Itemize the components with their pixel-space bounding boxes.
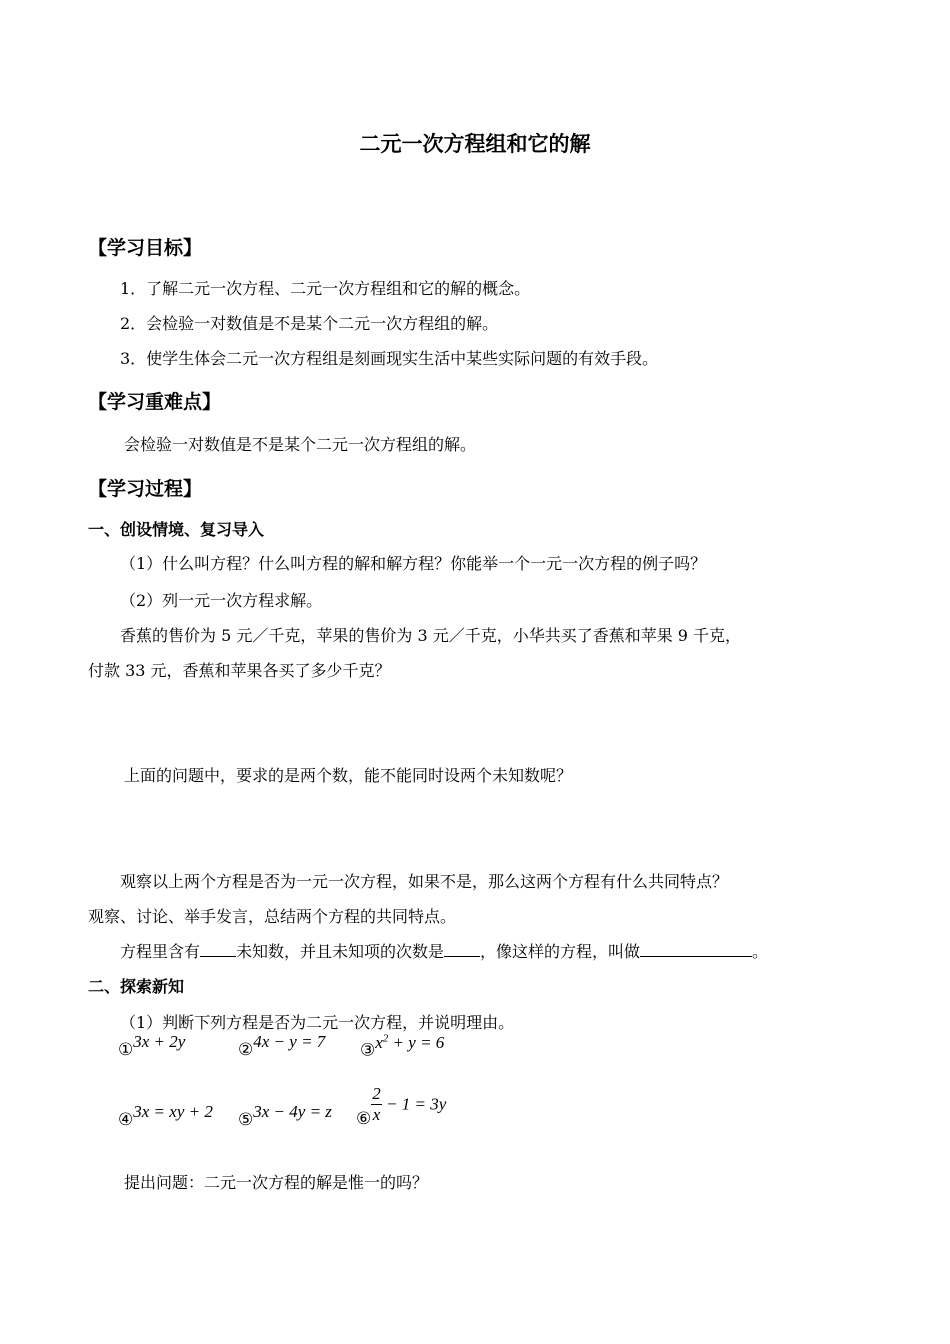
- uniqueness-question: 提出问题：二元一次方程的解是惟一的吗？: [124, 1173, 429, 1192]
- equation-mark: ④: [118, 1110, 134, 1130]
- blank-degree: [444, 940, 480, 957]
- equation-expression: 3x = xy + 2: [133, 1102, 213, 1121]
- section1-heading: 一、创设情境、复习导入: [88, 520, 265, 539]
- equation-5: [238, 1102, 332, 1130]
- equation-mark: ③: [360, 1040, 376, 1061]
- fill-in-sentence: [120, 939, 768, 962]
- equation-expression: 4x − y = 7: [253, 1032, 326, 1051]
- keypoints-text: 会检验一对数值是不是某个二元一次方程组的解。: [124, 435, 477, 454]
- equation-mark: ②: [238, 1040, 254, 1060]
- process-heading: 【学习过程】: [88, 478, 203, 500]
- fill-text-3: ，像这样的方程，叫做: [480, 942, 641, 961]
- keypoints-heading: 【学习重难点】: [88, 391, 222, 413]
- equation-mark: ⑥: [356, 1108, 372, 1129]
- fraction-numerator: 2: [372, 1084, 381, 1103]
- section1-question1: （1）什么叫方程？什么叫方程的解和解方程？你能举一个一元一次方程的例子吗？: [120, 554, 707, 573]
- objectives-heading: 【学习目标】: [88, 237, 203, 259]
- fraction-denominator: x: [372, 1105, 381, 1124]
- equation-mark: ①: [118, 1040, 134, 1060]
- problem-line-2: 付款 33 元，香蕉和苹果各买了多少千克？: [88, 661, 391, 680]
- page-title: 二元一次方程组和它的解: [359, 132, 591, 156]
- equation-4: [118, 1102, 213, 1130]
- section2-heading: 二、探索新知: [88, 977, 185, 996]
- equation-6: [356, 1084, 447, 1129]
- equation-3: [360, 1032, 445, 1061]
- observe-line-1: 观察以上两个方程是否为一元一次方程，如果不是，那么这两个方程有什么共同特点？: [120, 872, 729, 891]
- blank-unknown-count: [200, 940, 236, 957]
- equation-exponent: 2: [382, 1032, 389, 1044]
- equation-base: x: [375, 1032, 383, 1052]
- equation-expression: 3x + 2y: [133, 1032, 186, 1051]
- section1-question2: （2）列一元一次方程求解。: [120, 591, 323, 610]
- section2-question1: （1）判断下列方程是否为二元一次方程，并说明理由。: [120, 1013, 515, 1032]
- problem-line-1: 香蕉的售价为 5 元／千克，苹果的售价为 3 元／千克，小华共买了香蕉和苹果 9 千克，: [120, 626, 742, 645]
- equation-fraction: [371, 1084, 382, 1125]
- equation-mark: ⑤: [238, 1110, 254, 1130]
- objective-item: 1．了解二元一次方程、二元一次方程组和它的解的概念。: [120, 279, 531, 298]
- observe-line-2: 观察、讨论、举手发言，总结两个方程的共同特点。: [88, 907, 457, 926]
- objective-item: 2．会检验一对数值是不是某个二元一次方程组的解。: [120, 314, 499, 333]
- blank-term: [640, 940, 752, 957]
- fill-text-4: 。: [752, 942, 769, 961]
- objective-item: 3．使学生体会二元一次方程组是刻画现实生活中某些实际问题的有效手段。: [120, 349, 659, 368]
- equation-2: [238, 1032, 326, 1060]
- equation-1: [118, 1032, 186, 1060]
- equation-rest: − 1 = 3y: [381, 1094, 447, 1114]
- equation-rest: + y = 6: [388, 1032, 445, 1052]
- fill-text-2: 未知数，并且未知项的次数是: [236, 942, 445, 961]
- two-unknowns-question: 上面的问题中，要求的是两个数，能不能同时设两个未知数呢？: [124, 766, 573, 785]
- equation-expression: 3x − 4y = z: [253, 1102, 332, 1121]
- fill-text-1: 方程里含有: [120, 942, 201, 961]
